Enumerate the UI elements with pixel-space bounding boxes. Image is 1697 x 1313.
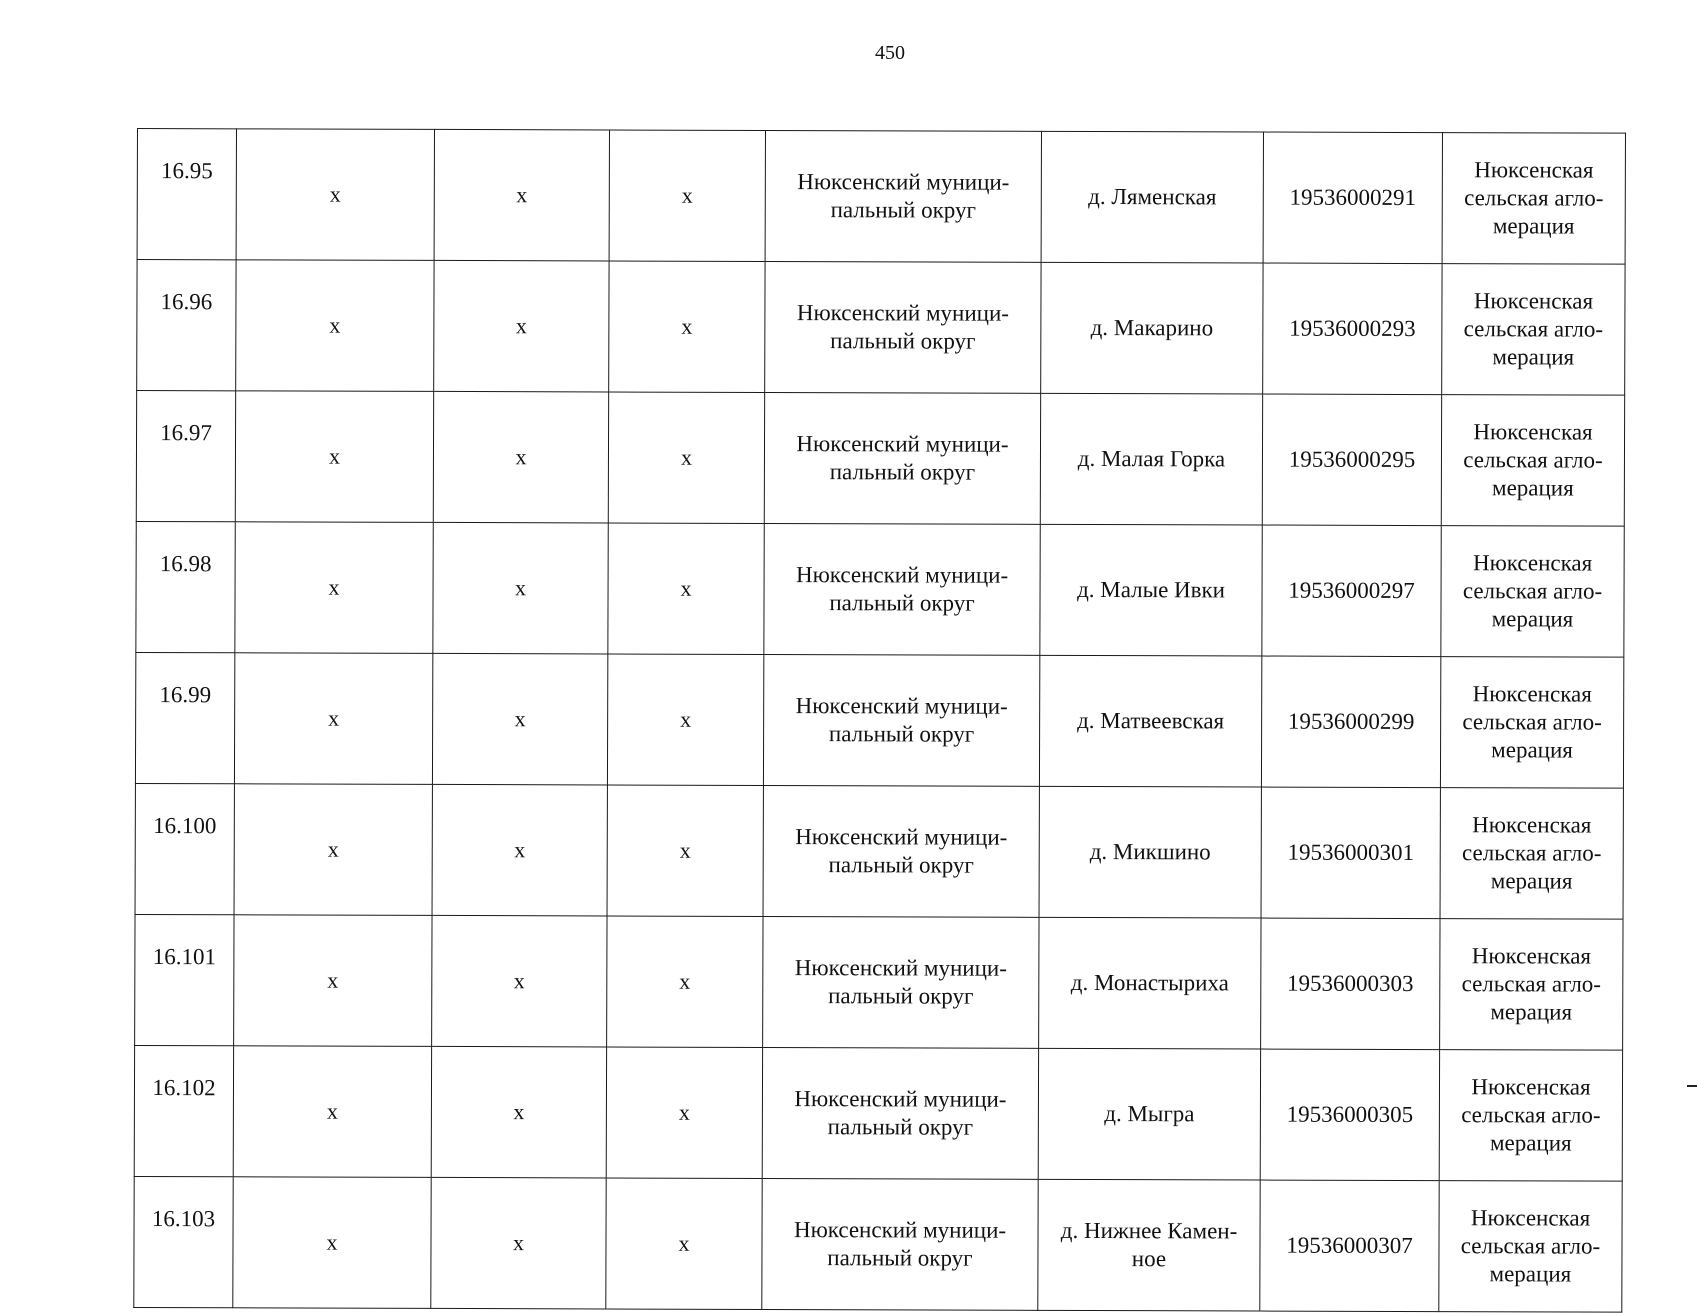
oktmo-code-cell: 19536000291 <box>1263 132 1442 264</box>
settlement-cell: д. Малые Ивки <box>1040 524 1262 656</box>
agglomeration-cell: Нюксенская сельская агло- мерация <box>1440 919 1623 1051</box>
settlement-cell: д. Ляменская <box>1041 131 1263 263</box>
mark-cell-1: х <box>233 1177 431 1309</box>
mark-cell-2: х <box>433 391 608 523</box>
row-number-cell: 16.95 <box>137 129 236 260</box>
agglomeration-cell: Нюксенская сельская агло- мерация <box>1439 1181 1622 1313</box>
row-number-cell: 16.98 <box>136 521 235 652</box>
mark-cell-2: х <box>431 1177 606 1309</box>
row-number-cell: 16.101 <box>135 914 234 1045</box>
mark-cell-1: х <box>233 1046 431 1178</box>
settlement-cell: д. Макарино <box>1041 262 1263 394</box>
settlement-cell: д. Малая Горка <box>1040 393 1262 525</box>
agglomeration-cell: Нюксенская сельская агло- мерация <box>1440 788 1623 920</box>
mark-cell-1: х <box>234 653 432 785</box>
settlement-cell: д. Нижнее Камен- ное <box>1038 1179 1260 1311</box>
mark-cell-2: х <box>432 784 607 916</box>
mark-cell-2: х <box>431 1046 606 1178</box>
table-row <box>135 914 1623 1050</box>
row-number-cell: 16.99 <box>135 652 234 783</box>
mark-cell-2: х <box>432 915 607 1047</box>
mark-cell-3: х <box>607 654 763 785</box>
mark-cell-2: х <box>434 129 609 261</box>
oktmo-code-cell: 19536000307 <box>1260 1180 1439 1312</box>
district-cell: Нюксенский муници- пальный округ <box>764 392 1040 524</box>
district-cell: Нюксенский муници- пальный округ <box>765 261 1041 393</box>
row-number-cell: 16.102 <box>134 1045 233 1176</box>
table-row <box>135 652 1623 788</box>
table-row <box>134 1176 1622 1312</box>
oktmo-code-cell: 19536000295 <box>1262 394 1441 526</box>
oktmo-code-cell: 19536000305 <box>1260 1049 1439 1181</box>
table-row <box>134 1045 1622 1181</box>
oktmo-code-cell: 19536000293 <box>1263 263 1442 395</box>
table-body <box>134 129 1626 1313</box>
table-row <box>136 391 1624 527</box>
district-cell: Нюксенский муници- пальный округ <box>765 130 1041 262</box>
mark-cell-2: х <box>434 260 609 392</box>
oktmo-code-cell: 19536000301 <box>1261 787 1440 919</box>
settlement-cell: д. Мыгра <box>1038 1048 1260 1180</box>
mark-cell-2: х <box>433 522 608 654</box>
mark-cell-3: х <box>608 523 764 654</box>
agglomeration-cell: Нюксенская сельская агло- мерация <box>1439 1050 1622 1182</box>
oktmo-code-cell: 19536000297 <box>1262 525 1441 657</box>
mark-cell-3: х <box>607 916 763 1047</box>
row-number-cell: 16.97 <box>136 391 235 522</box>
mark-cell-1: х <box>234 915 432 1047</box>
table-row <box>135 783 1623 919</box>
district-cell: Нюксенский муници- пальный округ <box>763 654 1039 786</box>
mark-cell-1: х <box>236 260 434 392</box>
mark-cell-2: х <box>432 653 607 785</box>
settlements-table <box>133 128 1626 1313</box>
row-number-cell: 16.100 <box>135 783 234 914</box>
table-row <box>137 129 1625 265</box>
row-number-cell: 16.96 <box>137 260 236 391</box>
mark-cell-3: х <box>607 785 763 916</box>
settlement-cell: д. Матвеевская <box>1039 655 1261 787</box>
agglomeration-cell: Нюксенская сельская агло- мерация <box>1442 133 1625 265</box>
mark-cell-1: х <box>235 522 433 654</box>
oktmo-code-cell: 19536000299 <box>1261 656 1440 788</box>
mark-cell-1: х <box>235 391 433 523</box>
agglomeration-cell: Нюксенская сельская агло- мерация <box>1441 395 1624 527</box>
edge-mark <box>1687 1085 1697 1087</box>
district-cell: Нюксенский муници- пальный округ <box>763 916 1039 1048</box>
page-number: 450 <box>875 42 905 64</box>
row-number-cell: 16.103 <box>134 1176 233 1307</box>
mark-cell-1: х <box>236 129 434 261</box>
settlement-cell: д. Монастыриха <box>1039 917 1261 1049</box>
mark-cell-3: х <box>609 261 765 392</box>
district-cell: Нюксенский муници- пальный округ <box>762 1178 1038 1310</box>
agglomeration-cell: Нюксенская сельская агло- мерация <box>1442 264 1625 396</box>
table-row <box>137 260 1625 396</box>
district-cell: Нюксенский муници- пальный округ <box>764 523 1040 655</box>
settlement-cell: д. Микшино <box>1039 786 1261 918</box>
mark-cell-3: х <box>608 392 764 523</box>
agglomeration-cell: Нюксенская сельская агло- мерация <box>1440 657 1623 789</box>
mark-cell-3: х <box>609 130 765 261</box>
mark-cell-3: х <box>606 1178 762 1309</box>
oktmo-code-cell: 19536000303 <box>1261 918 1440 1050</box>
agglomeration-cell: Нюксенская сельская агло- мерация <box>1441 526 1624 658</box>
mark-cell-1: х <box>234 784 432 916</box>
table-row <box>136 521 1624 657</box>
district-cell: Нюксенский муници- пальный округ <box>763 785 1039 917</box>
district-cell: Нюксенский муници- пальный округ <box>762 1047 1038 1179</box>
mark-cell-3: х <box>606 1047 762 1178</box>
